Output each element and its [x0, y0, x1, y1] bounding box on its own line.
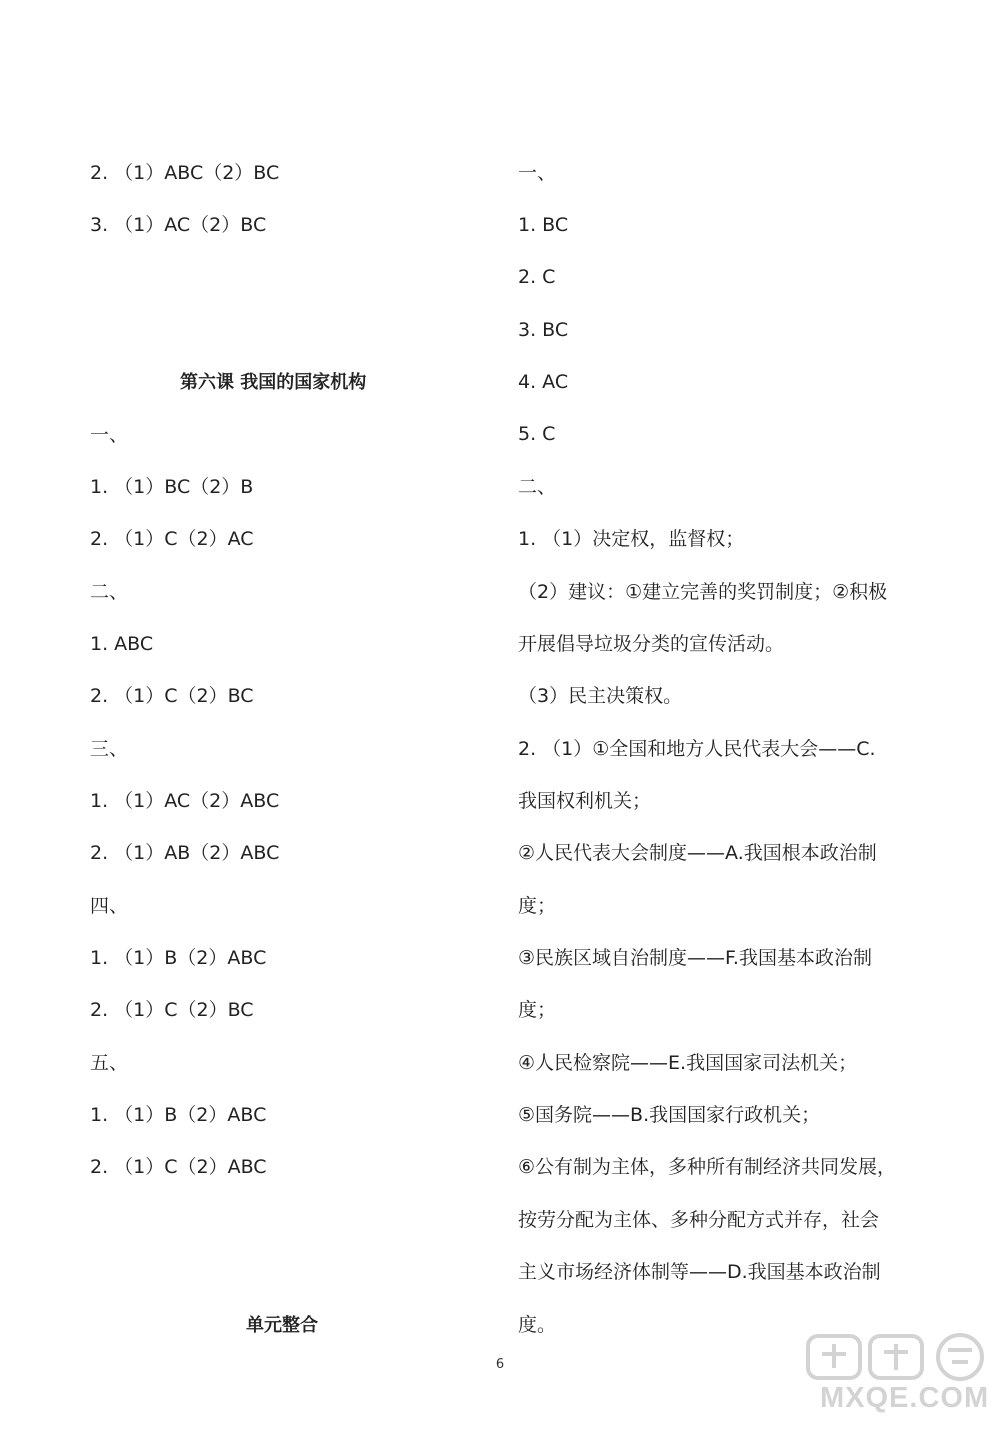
watermark-text: MXQE.COM [820, 1382, 990, 1414]
answer-line: 2. （1）①全国和地方人民代表大会——C. [518, 738, 876, 760]
answer-line: 度； [518, 999, 557, 1021]
answer-line: 1. （1）B（2）ABC [90, 947, 267, 969]
answer-line: 2. （1）ABC（2）BC [90, 162, 280, 184]
answer-line: （3）民主决策权。 [518, 685, 683, 707]
answer-line: 2. （1）C（2）ABC [90, 1156, 267, 1178]
answer-line: 度； [518, 895, 557, 917]
answer-line: 3. BC [518, 319, 569, 341]
answer-line: 开展倡导垃圾分类的宣传活动。 [518, 633, 785, 655]
section-number: 二、 [90, 581, 129, 603]
section-number: 三、 [90, 738, 129, 760]
answer-line: 1. BC [518, 214, 569, 236]
answer-line: ⑥公有制为主体，多种所有制经济共同发展， [518, 1156, 897, 1178]
answer-line: 2. （1）C（2）BC [90, 999, 254, 1021]
answer-line: 我国权利机关； [518, 790, 652, 812]
answer-line: 5. C [518, 423, 556, 445]
answer-line: 2. （1）C（2）BC [90, 685, 254, 707]
answer-line: 2. （1）C（2）AC [90, 528, 254, 550]
answer-line: 4. AC [518, 371, 569, 393]
answer-line: 2. （1）AB（2）ABC [90, 842, 280, 864]
answer-line: 1. （1）BC（2）B [90, 476, 254, 498]
answer-line: ②人民代表大会制度——A.我国根本政治制 [518, 842, 877, 864]
answer-line: ④人民检察院——E.我国国家司法机关； [518, 1052, 858, 1074]
answer-line: 3. （1）AC（2）BC [90, 214, 267, 236]
answer-line: 1. （1）决定权，监督权； [518, 528, 745, 550]
answer-line: 按劳分配为主体、多种分配方式并存，社会 [518, 1209, 880, 1231]
answer-line: 2. C [518, 266, 556, 288]
answer-line: ③民族区域自治制度——F.我国基本政治制 [518, 947, 872, 969]
unit-heading: 单元整合 [246, 1315, 318, 1336]
answer-line: 1. （1）B（2）ABC [90, 1104, 267, 1126]
answer-line: 度。 [518, 1314, 557, 1336]
section-number: 一、 [518, 162, 557, 184]
answer-line: （2）建议：①建立完善的奖罚制度；②积极 [518, 581, 888, 603]
page-number: 6 [495, 1357, 505, 1372]
section-number: 五、 [90, 1052, 129, 1074]
section-number: 二、 [518, 476, 557, 498]
answer-line: 主义市场经济体制等——D.我国基本政治制 [518, 1261, 881, 1283]
answer-line: 1. （1）AC（2）ABC [90, 790, 280, 812]
answer-line: 1. ABC [90, 633, 154, 655]
watermark-logo [802, 1330, 992, 1420]
section-number: 四、 [90, 895, 129, 917]
answer-line: ⑤国务院——B.我国国家行政机关； [518, 1104, 821, 1126]
section-number: 一、 [90, 424, 129, 446]
lesson-heading: 第六课 我国的国家机构 [180, 372, 367, 393]
watermark-emblem-icon [802, 1330, 992, 1382]
